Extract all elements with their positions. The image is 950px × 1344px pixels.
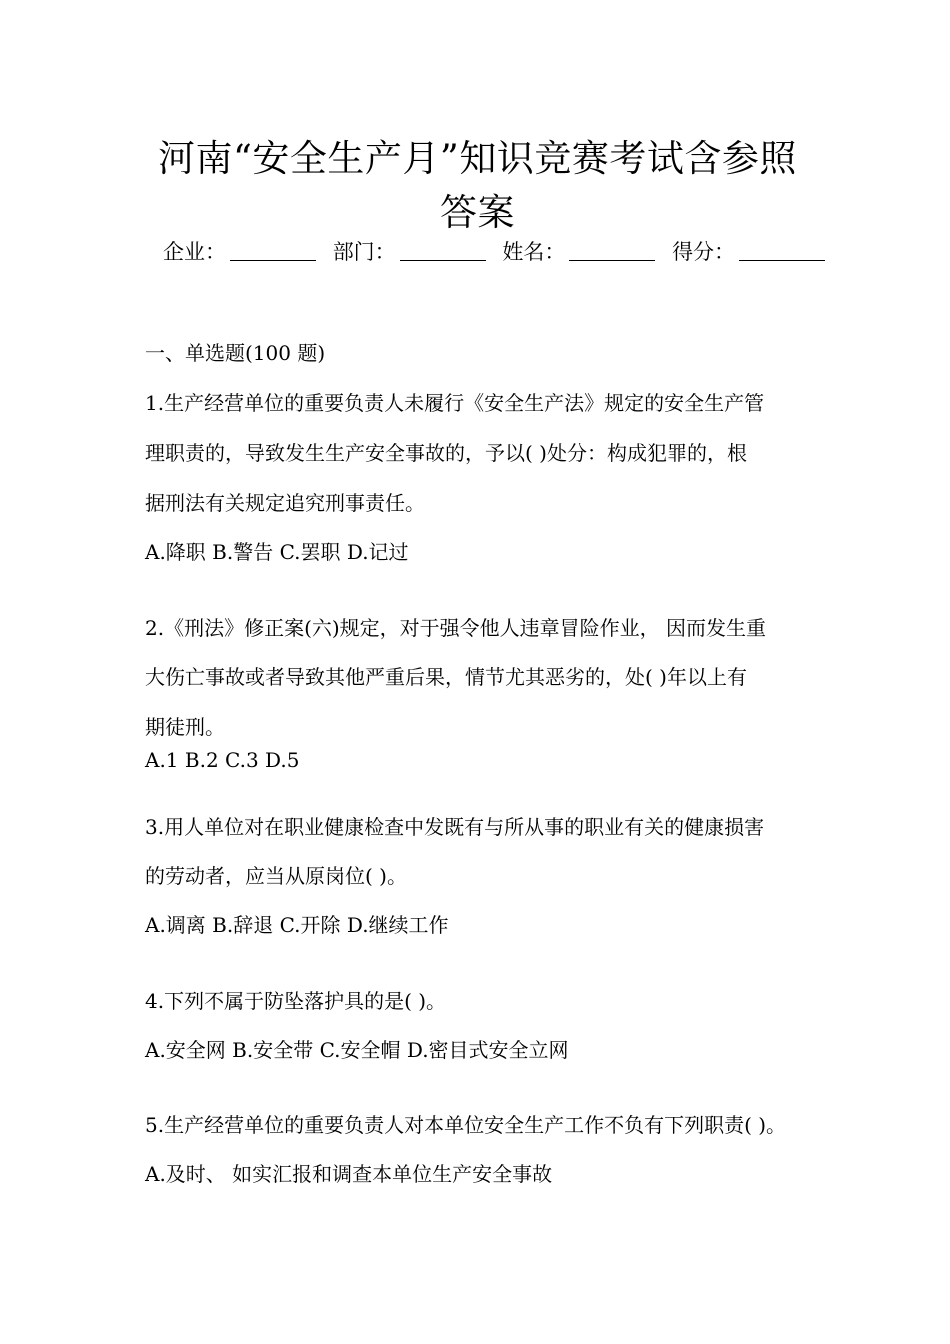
header-fields [163, 236, 835, 266]
field-label: 得分： [672, 240, 736, 264]
field-company [163, 236, 326, 266]
field-label: 姓名： [502, 240, 566, 264]
field-department [333, 236, 496, 266]
field-blank[interactable] [400, 240, 486, 261]
question-1-line-2: 理职责的，导致发生生产安全事故的，予以( )处分：构成犯罪的，根 [145, 441, 747, 465]
question-3-line-2: 的劳动者，应当从原岗位( )。 [145, 864, 407, 888]
field-blank[interactable] [569, 240, 655, 261]
question-1-line-1: 1.生产经营单位的重要负责人未履行《安全生产法》规定的安全生产管 [145, 391, 765, 415]
question-2-options: A.1 B.2 C.3 D.5 [145, 748, 300, 772]
question-3-options: A.调离 B.辞退 C.开除 D.继续工作 [145, 913, 449, 937]
document-title-line1: 河南“安全生产月”知识竞赛考试含参照 [158, 137, 797, 180]
question-4-options: A.安全网 B.安全带 C.安全帽 D.密目式安全立网 [145, 1038, 569, 1062]
document-title-line2: 答案 [440, 191, 515, 234]
question-5-line-1: 5.生产经营单位的重要负责人对本单位安全生产工作不负有下列职责( )。 [145, 1113, 787, 1137]
question-1-line-3: 据刑法有关规定追究刑事责任。 [145, 491, 425, 515]
question-2-line-2: 大伤亡事故或者导致其他严重后果，情节尤其恶劣的，处( )年以上有 [145, 665, 747, 689]
question-1-options: A.降职 B.警告 C.罢职 D.记过 [145, 540, 409, 564]
field-label: 企业： [163, 240, 226, 264]
field-label: 部门： [332, 240, 396, 264]
question-5-options: A.及时、 如实汇报和调查本单位生产安全事故 [145, 1162, 553, 1186]
question-4-line-1: 4.下列不属于防坠落护具的是( )。 [145, 989, 447, 1013]
field-blank[interactable] [230, 240, 316, 261]
field-score [672, 236, 835, 266]
section-heading: 一、单选题(100 题) [145, 341, 326, 365]
field-blank[interactable] [739, 240, 825, 261]
question-3-line-1: 3.用人单位对在职业健康检查中发既有与所从事的职业有关的健康损害 [145, 815, 765, 839]
field-name [502, 236, 665, 266]
question-2-line-1: 2.《刑法》修正案(六)规定，对于强令他人违章冒险作业， 因而发生重 [145, 616, 767, 640]
question-2-line-3: 期徒刑。 [145, 715, 225, 739]
